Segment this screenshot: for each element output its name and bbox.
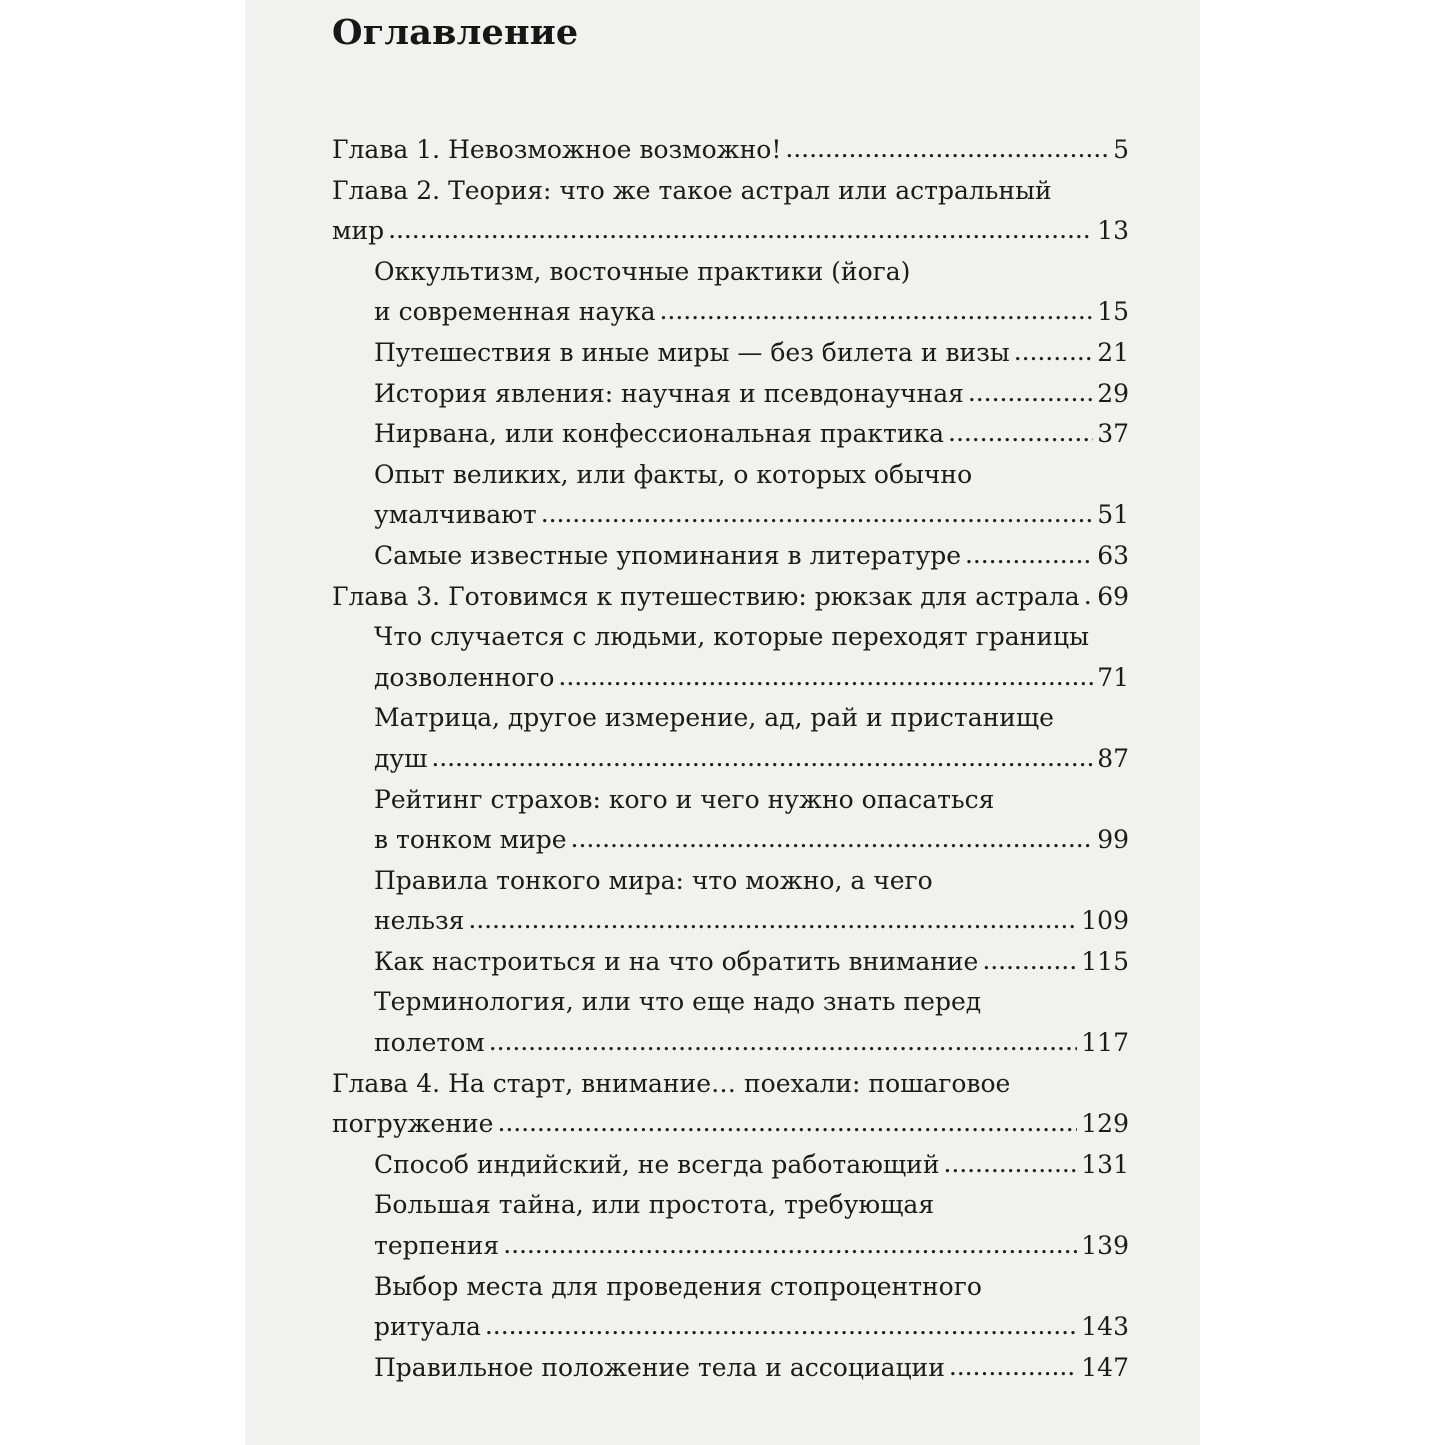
toc-entry-row [374,820,1129,861]
dot-leader [1084,576,1093,617]
toc-entry-title-line: терпения [374,1231,500,1261]
toc-chapter [332,171,1129,252]
dot-leader [468,900,1077,941]
toc-entry-title-line: Рейтинг страхов: кого и чего нужно опасаться [374,784,995,814]
page-number: 129 [1081,1109,1129,1139]
page-number: 147 [1081,1352,1129,1382]
toc-section [332,861,1129,942]
page-number: 71 [1097,662,1129,692]
page-number: 21 [1097,337,1129,367]
toc-entry-title-line: Большая тайна, или простота, требующая [374,1190,935,1220]
toc-entry-title-line: Глава 2. Теория: что же такое астрал или астральный [332,175,1052,205]
toc-entry-row [374,374,1129,415]
dot-leader [965,535,1093,576]
toc-entry-title-line: Глава 4. На старт, внимание… поехали: пошаговое [332,1068,1011,1098]
toc-entry-row [332,130,1129,171]
toc-entry-row [374,901,1129,942]
toc-entry-row [374,739,1129,780]
toc-entry-title-line: нельзя [374,906,465,936]
toc-entry-title-line: Способ индийский, не всегда работающий [374,1149,940,1179]
toc-entry-row [374,658,1129,699]
dot-leader [431,738,1093,779]
dot-leader [982,941,1077,982]
toc-entry-title-line: душ [374,743,428,773]
toc-chapter [332,1064,1129,1145]
toc-entry-row [374,1145,1129,1186]
page-number: 69 [1097,581,1129,611]
toc-entry-title-line: умалчивают [374,500,537,530]
table-of-contents [332,130,1129,1388]
toc-entry-title-line: История явления: научная и псевдонаучная [374,378,964,408]
toc-section [332,982,1129,1063]
toc-entry-row [374,414,1129,455]
toc-chapter [332,130,1129,171]
page-number: 143 [1081,1312,1129,1342]
toc-entry-title-line: Правильное положение тела и ассоциации [374,1352,945,1382]
toc-entry-title-line: в тонком мире [374,825,567,855]
toc-section [332,414,1129,455]
toc-section [332,698,1129,779]
dot-leader [541,494,1093,535]
toc-section [332,1145,1129,1186]
toc-entry-title-line: Что случается с людьми, которые переходят границы [374,622,1089,652]
dot-leader [388,210,1093,251]
dot-leader [489,1022,1078,1063]
page-number: 51 [1097,500,1129,530]
dot-leader [968,373,1093,414]
page-number: 139 [1081,1231,1129,1261]
toc-entry-title-line: ритуала [374,1312,481,1342]
page-number: 5 [1113,135,1129,164]
page-number: 117 [1081,1028,1129,1058]
toc-section [332,1185,1129,1266]
toc-section [332,374,1129,415]
book-page [245,0,1200,1445]
toc-entry-row [374,1307,1129,1348]
toc-entry-row [374,495,1129,536]
toc-entry-title-line: Оккультизм, восточные практики (йога) [374,256,911,286]
toc-entry-row [374,942,1129,983]
toc-entry-row [374,292,1129,333]
dot-leader [948,413,1093,454]
page-number: 131 [1081,1149,1129,1179]
page-number: 109 [1081,906,1129,936]
dot-leader [1014,332,1093,373]
page-number: 99 [1097,825,1129,855]
toc-entry-row [332,1104,1129,1145]
toc-entry-title-line: Правила тонкого мира: что можно, а чего [374,865,933,895]
toc-entry-row [374,1348,1129,1389]
page-number: 13 [1097,216,1129,246]
dot-leader [485,1306,1077,1347]
toc-entry-title-line: Глава 1. Невозможное возможно! [332,135,782,164]
toc-section [332,252,1129,333]
toc-entry-title-line: Путешествия в иные миры — без билета и визы [374,337,1010,367]
toc-entry-row [374,536,1129,577]
toc-entry-title-line: Матрица, другое измерение, ад, рай и пристанище [374,703,1054,733]
toc-entry-title-line: и современная наука [374,297,656,327]
toc-entry-title-line: Нирвана, или конфессиональная практика [374,419,945,449]
toc-entry-title-line: Выбор места для проведения стопроцентного [374,1271,982,1301]
toc-section [332,1348,1129,1389]
dot-leader [558,657,1093,698]
toc-section [332,536,1129,577]
toc-section [332,1267,1129,1348]
dot-leader [943,1144,1077,1185]
toc-section [332,617,1129,698]
toc-section [332,333,1129,374]
toc-entry-title-line: Терминология, или что еще надо знать перед [374,987,982,1017]
dot-leader [785,129,1109,170]
toc-chapter [332,577,1129,618]
dot-leader [503,1225,1077,1266]
toc-entry-row [374,333,1129,374]
page-number: 87 [1097,743,1129,773]
toc-section [332,942,1129,983]
toc-entry-row [332,211,1129,252]
dot-leader [949,1347,1077,1388]
toc-entry-row [332,577,1129,618]
page-title: Оглавление [332,12,579,53]
toc-entry-title-line: мир [332,216,385,246]
toc-entry-title-line: Как настроиться и на что обратить внимание [374,946,979,976]
toc-entry-title-line: погружение [332,1109,494,1139]
dot-leader [571,819,1094,860]
toc-entry-title-line: Опыт великих, или факты, о которых обычно [374,459,973,489]
toc-entry-row [374,1023,1129,1064]
toc-entry-title-line: дозволенного [374,662,555,692]
page-number: 29 [1097,378,1129,408]
toc-entry-title-line: Самые известные упоминания в литературе [374,540,961,570]
page-number: 37 [1097,419,1129,449]
page-number: 115 [1081,946,1129,976]
dot-leader [660,291,1094,332]
toc-section [332,455,1129,536]
dot-leader [497,1103,1077,1144]
toc-entry-title-line: полетом [374,1028,485,1058]
toc-entry-row [374,1226,1129,1267]
toc-section [332,780,1129,861]
page-number: 15 [1097,297,1129,327]
toc-entry-title-line: Глава 3. Готовимся к путешествию: рюкзак для астрала [332,581,1080,611]
page-number: 63 [1097,540,1129,570]
